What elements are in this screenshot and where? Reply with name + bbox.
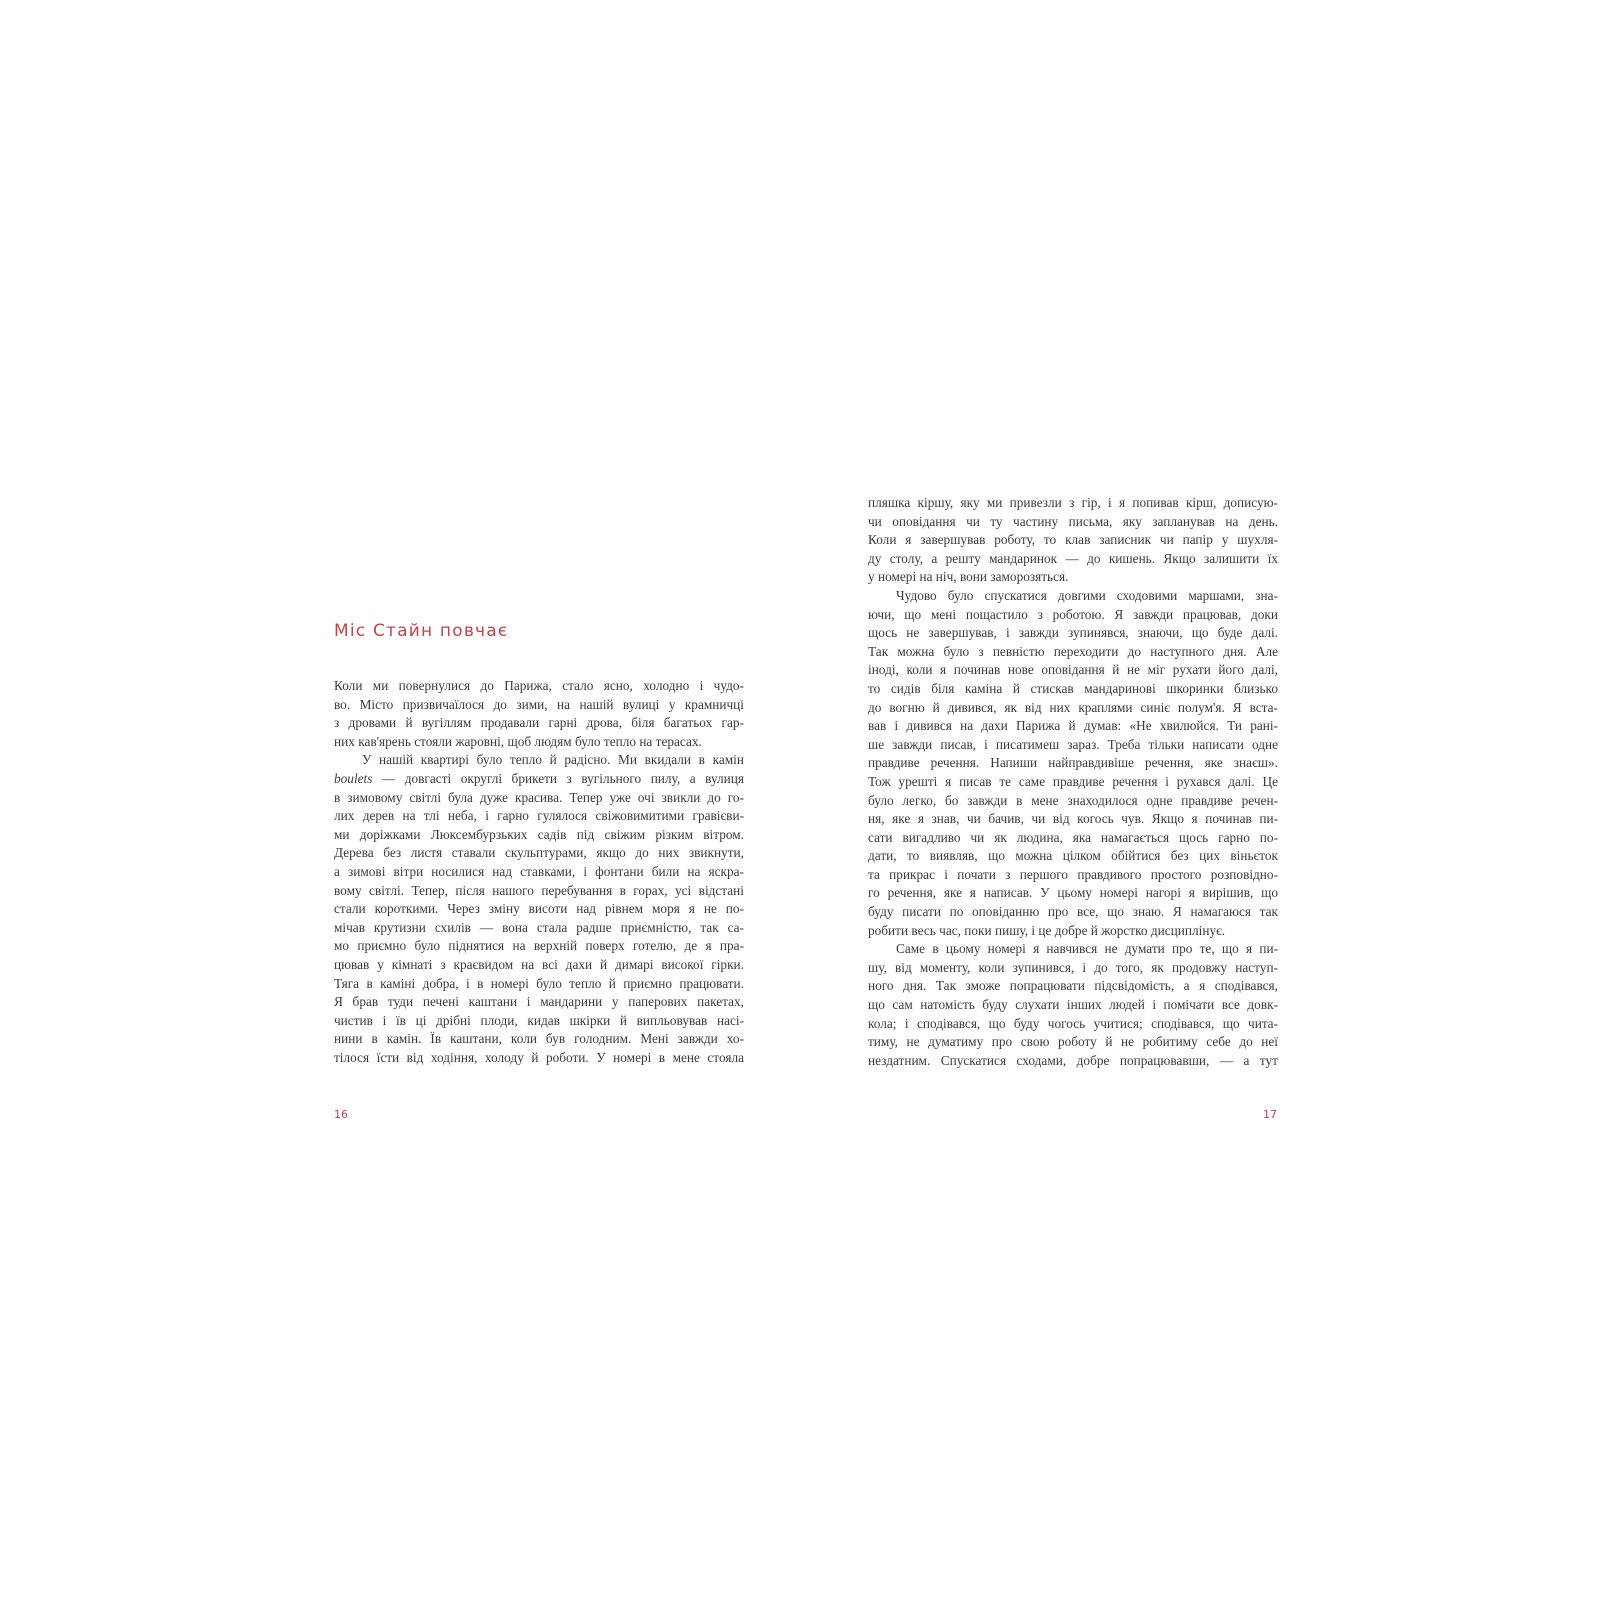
text-line: ду столу, а решту мандаринок — до кишень. Якщо залишити їх	[868, 550, 1278, 566]
text-line: то сидів біля каміна й стискав мандаринові шкоринки близько	[868, 680, 1278, 696]
text-line: Так можна було з певністю переходити до наступного дня. Але	[868, 643, 1278, 659]
text-line: Саме в цьому номері я навчився не думати про те, що я пи-	[896, 941, 1278, 957]
text-line: пляшка кіршу, яку ми привезли з гір, і я попивав кірш, дописую-	[868, 495, 1278, 510]
italic-term: boulets	[334, 770, 373, 786]
text-line: Коли я завершував роботу, то клав записник чи папір у шухля-	[868, 532, 1278, 548]
text-line: нини в камін. Їв каштани, коли був голодним. Мені завжди хо-	[334, 1031, 744, 1047]
text-line: Я брав туди печені каштани і мандарини у паперових пакетах,	[334, 994, 744, 1010]
text-line: вав і дивився на дахи Парижа й думав: «Не хвилюйся. Ти рані-	[868, 718, 1278, 734]
text-line: тілося їсти від ходіння, холоду й роботи. У номері в мене стояла	[334, 1049, 744, 1065]
text-line: нездатним. Спускатися сходами, добре попрацювавши, — а тут	[868, 1052, 1278, 1068]
text-line: цював у кімнаті з краєвидом на всі дахи й димарі високої гірки.	[334, 956, 744, 972]
text-line: них кав'ярень стояли жаровні, щоб людям було тепло на терасах.	[334, 733, 702, 749]
text-line: в зимовому світлі була дуже красива. Тепер уже очі звикли до го-	[334, 789, 744, 805]
text-line: чистив і їв ці дрібні плоди, кидав шкірки й випльовував насі-	[334, 1012, 744, 1028]
left-page-body	[334, 677, 744, 1067]
text-line: чи оповідання чи ту частину письма, яку запланував на день.	[868, 513, 1278, 529]
text-line: а зимові вітри носилися над ставками, і фонтани били на яскра-	[334, 863, 744, 879]
text-line: мо приємно було піднятися на верхній поверх готелю, де я пра-	[334, 938, 744, 954]
text-line: до вогню й дивився, як від них краплями синіє полум'я. Я вста-	[868, 699, 1278, 715]
text-line: що сам натомість буду слухати інших людей і помічати все довк-	[868, 997, 1278, 1013]
page-number-right: 17	[1263, 1108, 1277, 1121]
text-line: Дерева без листя ставали скульптурами, якщо до них звикнути,	[334, 845, 744, 861]
text-line: кола; і сподівався, що буду чогось учитися; сподівався, що читa-	[868, 1015, 1278, 1031]
text-line: іноді, коли я починав нове оповідання й не міг рухати його далі,	[868, 662, 1278, 678]
page-number-left: 16	[334, 1108, 348, 1121]
text-line: тиму, не думатиму про свою роботу й не робитиму себе до неї	[868, 1034, 1278, 1050]
text-line: Чудово було спускатися довгими сходовими маршами, зна-	[896, 587, 1278, 603]
text-line: го речення, яке я написав. У цьому номері нагорі я вирішив, що	[868, 885, 1278, 901]
text-line: дати, то виявляв, що можна цілком обійтися без цих віньєток	[868, 848, 1278, 864]
text-line: щось не завершував, і завжди зупинявся, знаючи, що буде далі.	[868, 625, 1278, 641]
text-line: boulets — довгасті округлі брикети з вугільного пилу, а вулиця	[334, 770, 744, 786]
text-line: Тож урешті я писав те саме правдиве речення і рухався далі. Це	[868, 773, 1278, 789]
text-line: стали короткими. Через зміну висоти над рівнем моря я не по-	[334, 901, 744, 917]
text-line: з дровами й вугіллям продавали гарні дрова, біля багатьох гар-	[334, 715, 744, 731]
text-line: ми доріжками Люксембурзьких садів під свіжим різким вітром.	[334, 826, 744, 842]
text-line: во. Місто призвичаїлося до зими, на нашій вулиці у крамничці	[334, 696, 744, 712]
text-line: ня, яке я знав, чи бачив, чи від когось чув. Якщо я починав пи-	[868, 811, 1278, 827]
text-line: мічав крутизни схилів — вона стала радше приємністю, так са-	[334, 919, 744, 935]
text-line: Тяга в каміні добра, і в номері було тепло й приємно працювати.	[334, 975, 744, 991]
text-line: вому світлі. Тепер, після нашого перебування в горах, усі відстані	[334, 882, 744, 898]
text-line: у номері на ніч, вони заморозяться.	[868, 569, 1069, 585]
text-line: робити весь час, поки пишу, і це добре й жорстко дисциплінує.	[868, 922, 1226, 938]
text-line: сати вигадливо чи як людина, яка намагається щось гарно по-	[868, 829, 1278, 845]
text-line: правдиве речення. Напиши найправдивіше речення, яке знаєш».	[868, 755, 1278, 771]
text-line: Коли ми повернулися до Парижа, стало ясно, холодно і чудо-	[334, 678, 744, 693]
chapter-title: Міс Стайн повчає	[334, 621, 509, 641]
text-line: У нашій квартирі було тепло й радісно. Ми вкидали в камін	[362, 752, 744, 768]
right-page-body	[868, 494, 1278, 1070]
text-line: ше завжди писав, і писатимеш зараз. Треба тільки написати одне	[868, 736, 1278, 752]
text-line: ного дня. Так зможе попрацювати підсвідомість, а я сподівався,	[868, 978, 1278, 994]
text-line: шу, від моменту, коли зупинився, і до того, як продовжу наступ-	[868, 959, 1278, 975]
text-line: та прикрас і почати з першого правдивого простого розповідно-	[868, 866, 1278, 882]
text-line: ючи, що мені пощастило з роботою. Я завжди працював, доки	[868, 606, 1278, 622]
text-line: було легко, бо завжди в мене знаходилося одне правдиве речен-	[868, 792, 1278, 808]
text-line: буду писати по оповіданню про все, що знаю. Я намагаюся так	[868, 904, 1278, 920]
text-line: лих дерев на тлі неба, і гарно гулялося свіжовимитими гравієви-	[334, 808, 744, 824]
